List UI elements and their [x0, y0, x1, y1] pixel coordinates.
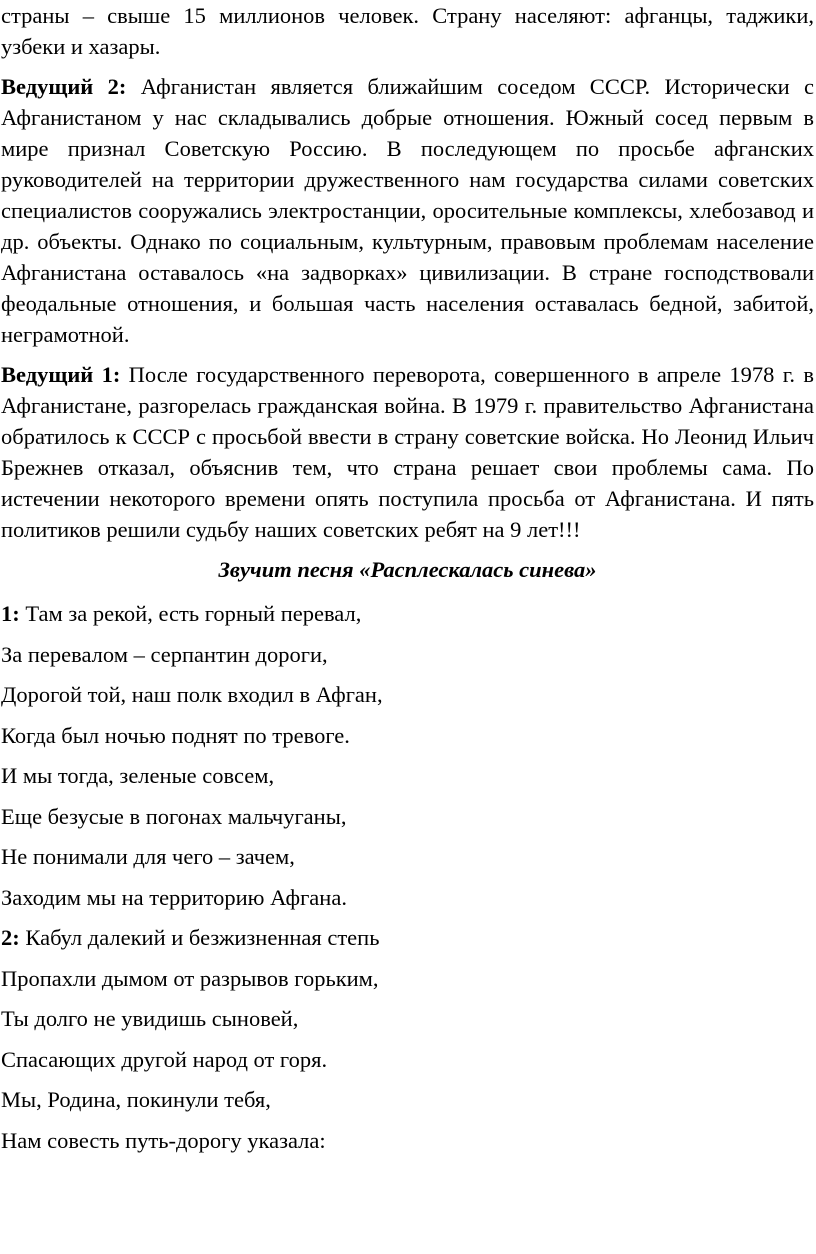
verse-line	[1, 594, 814, 635]
verse-line	[1, 918, 814, 959]
verse-marker: 2:	[1, 925, 20, 950]
speaker-label: Ведущий 2:	[1, 74, 127, 99]
song-verse-1	[1, 594, 814, 918]
verse-line: Дорогой той, наш полк входил в Афган,	[1, 682, 383, 707]
paragraph-host-1	[1, 359, 814, 545]
paragraph-intro	[1, 0, 814, 62]
song-verse-2	[1, 918, 814, 1161]
verse-marker: 1:	[1, 601, 20, 626]
verse-line: Когда был ночью поднят по тревоге.	[1, 722, 350, 748]
song-title: Звучит песня «Расплескалась синева»	[218, 557, 597, 582]
verse-line: Пропахли дымом от разрывов горьким,	[1, 965, 379, 991]
paragraph-host-2	[1, 71, 814, 350]
verse-line: Еще безусые в погонах мальчуганы,	[1, 803, 347, 829]
speaker-label: Ведущий 1:	[1, 362, 121, 387]
verse-line: Спасающих другой народ от горя.	[1, 1046, 328, 1072]
verse-line: За перевалом – серпантин дороги,	[1, 641, 328, 667]
paragraph-text: После государственного переворота, совершенного в апреле 1978 г. в Афганистане, разгорелась гражданская война. В 1979 г. правительство Афганистана обратилось к СССР с просьбой ввести в страну советские войска. Но Леонид Ильич Брежнев отказал, объяснив тем, что страна решает свои проблемы сама. По истечении некоторого времени опять поступила просьба от Афганистана. И пять политиков решили судьбу наших советских ребят на 9 лет!!!	[1, 362, 814, 542]
verse-line: Ты долго не увидишь сыновей,	[1, 1006, 299, 1031]
verse-line-text: Кабул далекий и безжизненная степь	[19, 925, 380, 950]
paragraph-text: страны – свыше 15 миллионов человек. Страну населяют: афганцы, таджики, узбеки и хазары.	[1, 3, 814, 59]
verse-line: Не понимали для чего – зачем,	[1, 844, 295, 869]
verse-line: И мы тогда, зеленые совсем,	[1, 763, 275, 788]
paragraph-text: Афганистан является ближайшим соседом СССР. Исторически с Афганистаном у нас складывались добрые отношения. Южный сосед первым в мире признал Советскую Россию. В последующем по просьбе афганских руководителей на территории дружественного нам государства силами советских специалистов сооружались электростанции, оросительные комплексы, хлебозавод и др. объекты. Однако по социальным, культурным, правовым проблемам население Афганистана оставалось «на задворках» цивилизации. В стране господствовали феодальные отношения, и большая часть населения оставалась бедной, забитой, неграмотной.	[1, 74, 814, 347]
verse-line: Нам совесть путь-дорогу указала:	[1, 1127, 326, 1153]
verse-line-text: Там за рекой, есть горный перевал,	[19, 601, 362, 626]
verse-line: Заходим мы на территорию Афгана.	[1, 884, 347, 910]
verse-line: Мы, Родина, покинули тебя,	[1, 1087, 271, 1112]
